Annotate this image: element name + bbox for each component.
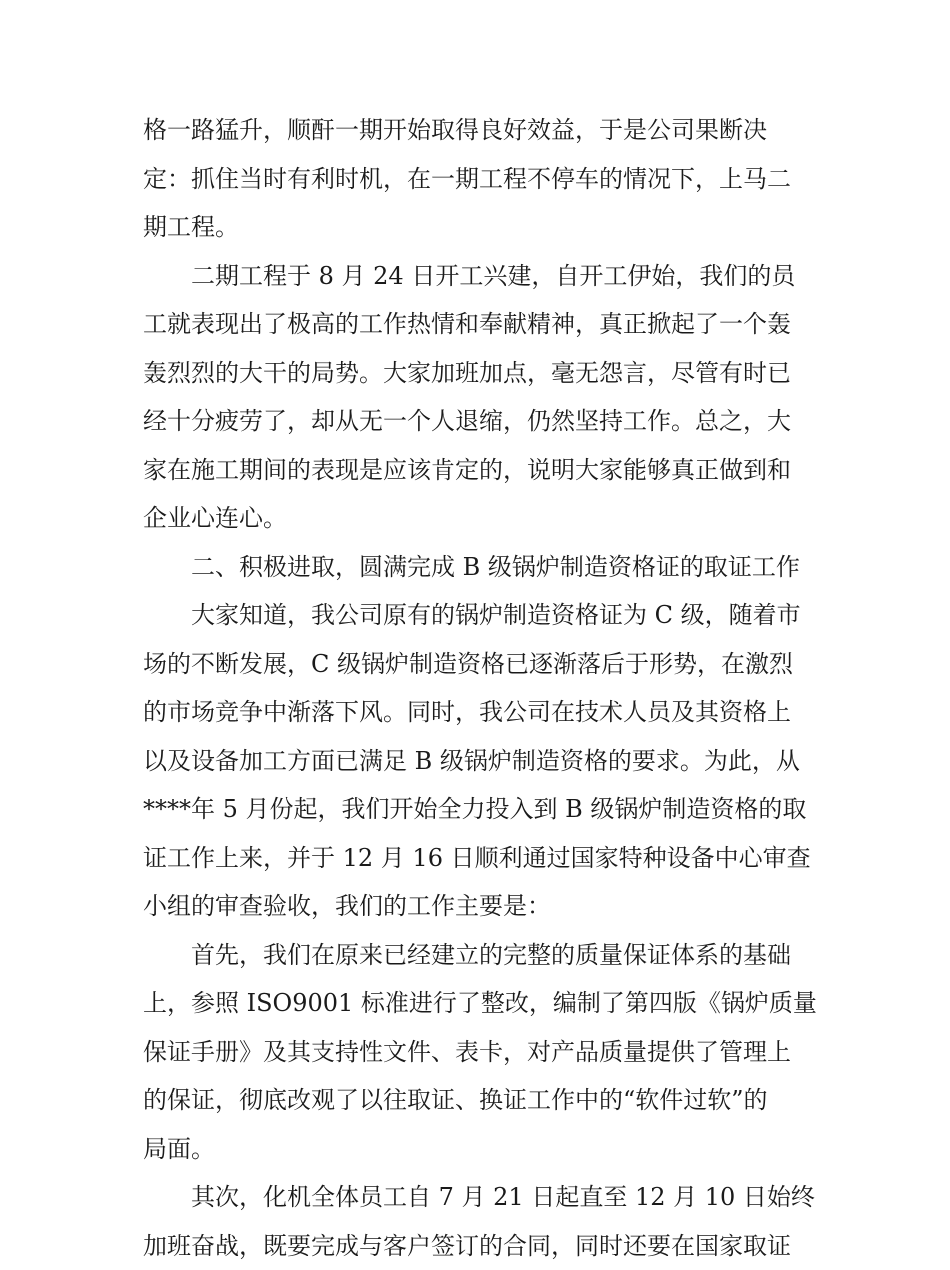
text-line: 以及设备加工方面已满足 B 级锅炉制造资格的要求。为此，从 xyxy=(143,737,823,786)
text-line: 大家知道，我公司原有的锅炉制造资格证为 C 级，随着市 xyxy=(143,591,823,640)
text-line: 证工作上来，并于 12 月 16 日顺利通过国家特种设备中心审查 xyxy=(143,834,823,883)
text-line: 经十分疲劳了，却从无一个人退缩，仍然坚持工作。总之，大 xyxy=(143,397,823,446)
text-line: 企业心连心。 xyxy=(143,494,823,543)
text-line: 上，参照 ISO9001 标准进行了整改，编制了第四版《锅炉质量 xyxy=(143,979,823,1028)
text-line: 保证手册》及其支持性文件、表卡，对产品质量提供了管理上 xyxy=(143,1028,823,1077)
text-line: 期工程。 xyxy=(143,203,823,252)
text-line: 格一路猛升，顺酐一期开始取得良好效益，于是公司果断决 xyxy=(143,106,823,155)
text-line: 其次，化机全体员工自 7 月 21 日起直至 12 月 10 日始终 xyxy=(143,1173,823,1222)
text-line: 加班奋战，既要完成与客户签订的合同，同时还要在国家取证 xyxy=(143,1222,823,1270)
text-line: 定：抓住当时有利时机，在一期工程不停车的情况下，上马二 xyxy=(143,155,823,204)
text-line: 的保证，彻底改观了以往取证、换证工作中的“软件过软”的 xyxy=(143,1076,823,1125)
text-line: 场的不断发展，C 级锅炉制造资格已逐渐落后于形势，在激烈 xyxy=(143,640,823,689)
text-line: 小组的审查验收，我们的工作主要是： xyxy=(143,882,823,931)
text-line: ****年 5 月份起，我们开始全力投入到 B 级锅炉制造资格的取 xyxy=(143,785,823,834)
text-line: 二、积极进取，圆满完成 B 级锅炉制造资格证的取证工作 xyxy=(143,543,823,592)
text-line: 家在施工期间的表现是应该肯定的，说明大家能够真正做到和 xyxy=(143,446,823,495)
text-line: 局面。 xyxy=(143,1125,823,1174)
text-line: 二期工程于 8 月 24 日开工兴建，自开工伊始，我们的员 xyxy=(143,252,823,301)
text-line: 首先，我们在原来已经建立的完整的质量保证体系的基础 xyxy=(143,931,823,980)
text-line: 工就表现出了极高的工作热情和奉献精神，真正掀起了一个轰 xyxy=(143,300,823,349)
text-line: 的市场竞争中渐落下风。同时，我公司在技术人员及其资格上 xyxy=(143,688,823,737)
document-body xyxy=(143,106,823,1270)
text-line: 轰烈烈的大干的局势。大家加班加点，毫无怨言，尽管有时已 xyxy=(143,349,823,398)
